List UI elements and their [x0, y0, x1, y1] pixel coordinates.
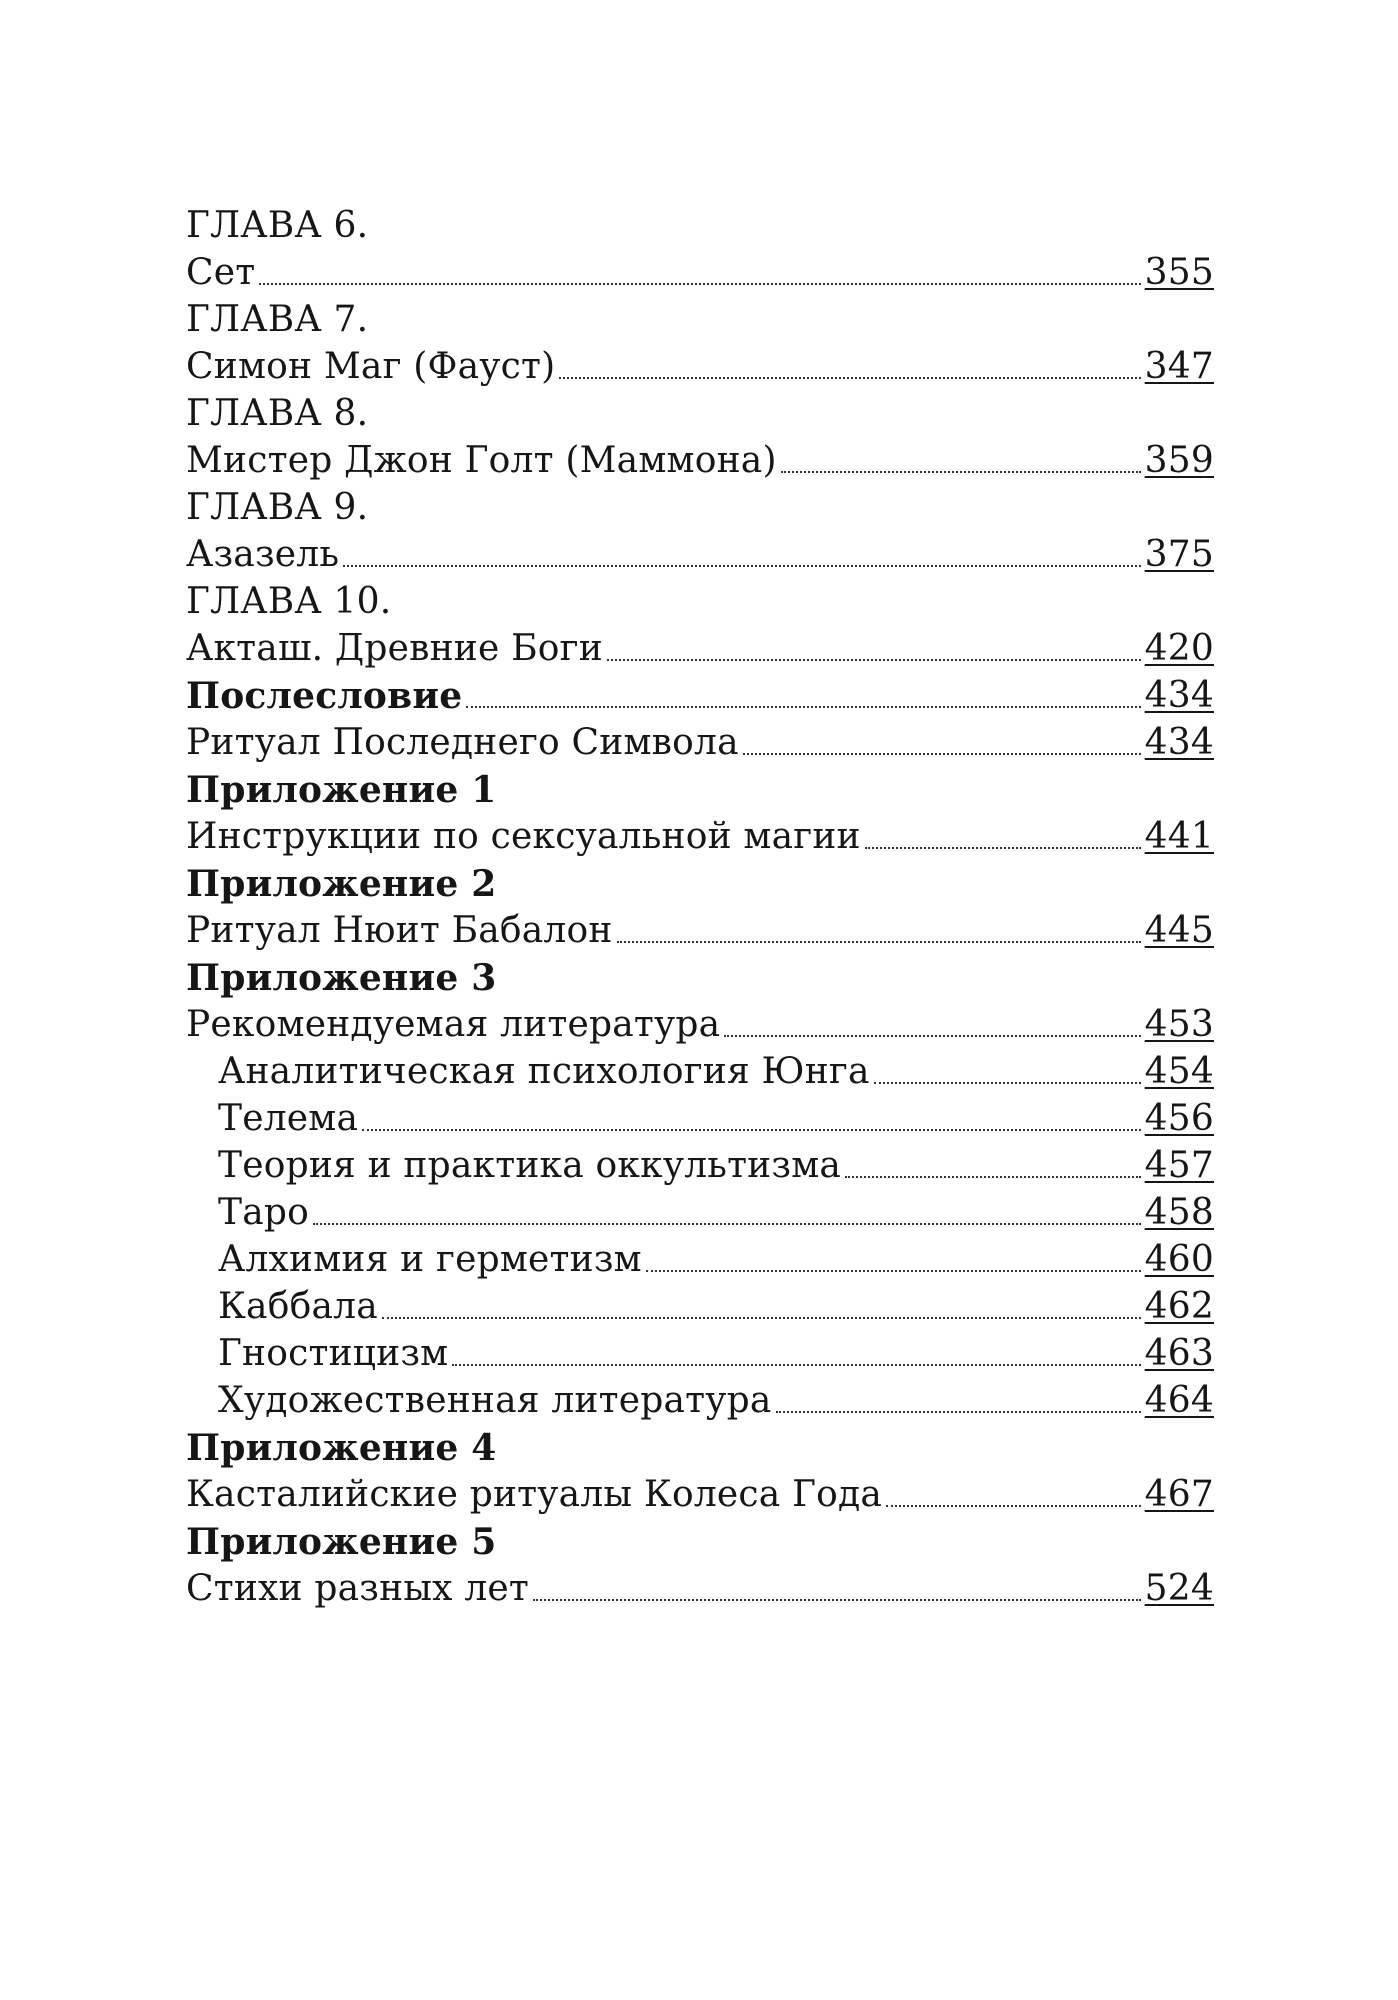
dot-leader [466, 706, 1140, 708]
toc-entry-title: Сет [186, 252, 256, 293]
toc-entry-title: Симон Маг (Фауст) [186, 346, 556, 387]
toc-heading-title: ГЛАВА 6. [186, 205, 369, 246]
toc-page-number: 458 [1144, 1192, 1214, 1233]
toc-page-number: 464 [1144, 1380, 1214, 1421]
toc-page-number: 456 [1144, 1098, 1214, 1139]
toc-entry-title: Гностицизм [218, 1333, 449, 1374]
dot-leader [776, 1411, 1141, 1413]
toc-page-number: 457 [1144, 1145, 1214, 1186]
toc-entry-aktash[interactable] [186, 623, 1214, 670]
toc-entry-title: Алхимия и герметизм [218, 1239, 642, 1280]
toc-entry-poems[interactable] [186, 1563, 1214, 1610]
dot-leader [362, 1129, 1141, 1131]
toc-entry-title: Мистер Джон Голт (Маммона) [186, 440, 777, 481]
toc-heading-title: Приложение 5 [186, 1521, 497, 1563]
dot-leader [452, 1364, 1140, 1366]
dot-leader [259, 283, 1140, 285]
toc-heading-chapter-8 [186, 388, 1214, 435]
dot-leader [382, 1317, 1141, 1319]
toc-page-number: 463 [1144, 1333, 1214, 1374]
toc-entry-title: Ритуал Последнего Символа [186, 722, 739, 763]
toc-heading-appendix-2 [186, 858, 1214, 905]
dot-leader [886, 1505, 1141, 1507]
toc-entry-sex-magic[interactable] [186, 811, 1214, 858]
toc-entry-title: Теория и практика оккультизма [218, 1145, 842, 1186]
toc-entry-title: Каббала [218, 1286, 378, 1327]
toc-entry-title: Стихи разных лет [186, 1568, 530, 1609]
toc-heading-title: ГЛАВА 8. [186, 393, 369, 434]
toc-page-number: 420 [1144, 628, 1214, 669]
toc-heading-chapter-6 [186, 200, 1214, 247]
dot-leader [724, 1035, 1140, 1037]
toc-entry-azazel[interactable] [186, 529, 1214, 576]
toc-page-number: 462 [1144, 1286, 1214, 1327]
toc-subentry-tarot[interactable] [186, 1187, 1214, 1234]
toc-heading-chapter-7 [186, 294, 1214, 341]
toc-subentry-thelema[interactable] [186, 1093, 1214, 1140]
toc-subentry-fiction[interactable] [186, 1375, 1214, 1422]
toc-entry-title: Акташ. Древние Боги [186, 628, 603, 669]
dot-leader [845, 1176, 1141, 1178]
toc-heading-appendix-4 [186, 1422, 1214, 1469]
toc-entry-title: Аналитическая психология Юнга [218, 1051, 870, 1092]
toc-page-number: 347 [1144, 346, 1214, 387]
toc-heading-chapter-10 [186, 576, 1214, 623]
toc-heading-title: Приложение 2 [186, 863, 497, 905]
toc-heading-title: Приложение 3 [186, 957, 497, 999]
toc-page-number: 375 [1144, 534, 1214, 575]
toc-entry-title: Послесловие [186, 675, 463, 717]
toc-entry-simon-mag[interactable] [186, 341, 1214, 388]
toc-subentry-occultism[interactable] [186, 1140, 1214, 1187]
toc-entry-title: Ритуал Нюит Бабалон [186, 910, 613, 951]
toc-heading-title: Приложение 4 [186, 1427, 497, 1469]
dot-leader [617, 941, 1141, 943]
toc-entry-afterword[interactable] [186, 670, 1214, 717]
toc-subentry-kabbalah[interactable] [186, 1281, 1214, 1328]
toc-entry-title: Азазель [186, 534, 340, 575]
toc-page-number: 467 [1144, 1474, 1214, 1515]
toc-subentry-alchemy[interactable] [186, 1234, 1214, 1281]
toc-entry-recommended-literature[interactable] [186, 999, 1214, 1046]
dot-leader [743, 753, 1141, 755]
toc-page-number: 445 [1144, 910, 1214, 951]
toc-entry-title: Рекомендуемая литература [186, 1004, 721, 1045]
toc-entry-title: Таро [218, 1192, 309, 1233]
toc-page-number: 359 [1144, 440, 1214, 481]
toc-page-number: 453 [1144, 1004, 1214, 1045]
toc-page-number: 434 [1144, 675, 1214, 716]
toc-subentry-jung[interactable] [186, 1046, 1214, 1093]
toc-entry-title: Телема [218, 1098, 359, 1139]
toc-heading-chapter-9 [186, 482, 1214, 529]
toc-heading-title: ГЛАВА 9. [186, 487, 369, 528]
dot-leader [607, 659, 1141, 661]
dot-leader [874, 1082, 1141, 1084]
toc-page-number: 355 [1144, 252, 1214, 293]
toc-entry-last-symbol-ritual[interactable] [186, 717, 1214, 764]
toc-page-number: 454 [1144, 1051, 1214, 1092]
toc-page-number: 460 [1144, 1239, 1214, 1280]
dot-leader [865, 847, 1141, 849]
dot-leader [781, 471, 1141, 473]
toc-entry-john-galt[interactable] [186, 435, 1214, 482]
toc-heading-appendix-3 [186, 952, 1214, 999]
toc-entry-set[interactable] [186, 247, 1214, 294]
dot-leader [343, 565, 1141, 567]
toc-page-number: 524 [1144, 1568, 1214, 1609]
toc-page-number: 441 [1144, 816, 1214, 857]
dot-leader [559, 377, 1140, 379]
toc-entry-nuit-babalon[interactable] [186, 905, 1214, 952]
toc-entry-title: Инструкции по сексуальной магии [186, 816, 861, 857]
toc-subentry-gnosticism[interactable] [186, 1328, 1214, 1375]
table-of-contents [186, 200, 1214, 1610]
toc-heading-title: Приложение 1 [186, 769, 497, 811]
toc-entry-title: Касталийские ритуалы Колеса Года [186, 1474, 883, 1515]
toc-page-number: 434 [1144, 722, 1214, 763]
toc-heading-title: ГЛАВА 7. [186, 299, 369, 340]
toc-entry-castalian-rituals[interactable] [186, 1469, 1214, 1516]
dot-leader [646, 1270, 1141, 1272]
dot-leader [313, 1223, 1141, 1225]
toc-entry-title: Художественная литература [218, 1380, 772, 1421]
toc-heading-appendix-1 [186, 764, 1214, 811]
toc-heading-appendix-5 [186, 1516, 1214, 1563]
dot-leader [533, 1599, 1141, 1601]
toc-heading-title: ГЛАВА 10. [186, 581, 392, 622]
